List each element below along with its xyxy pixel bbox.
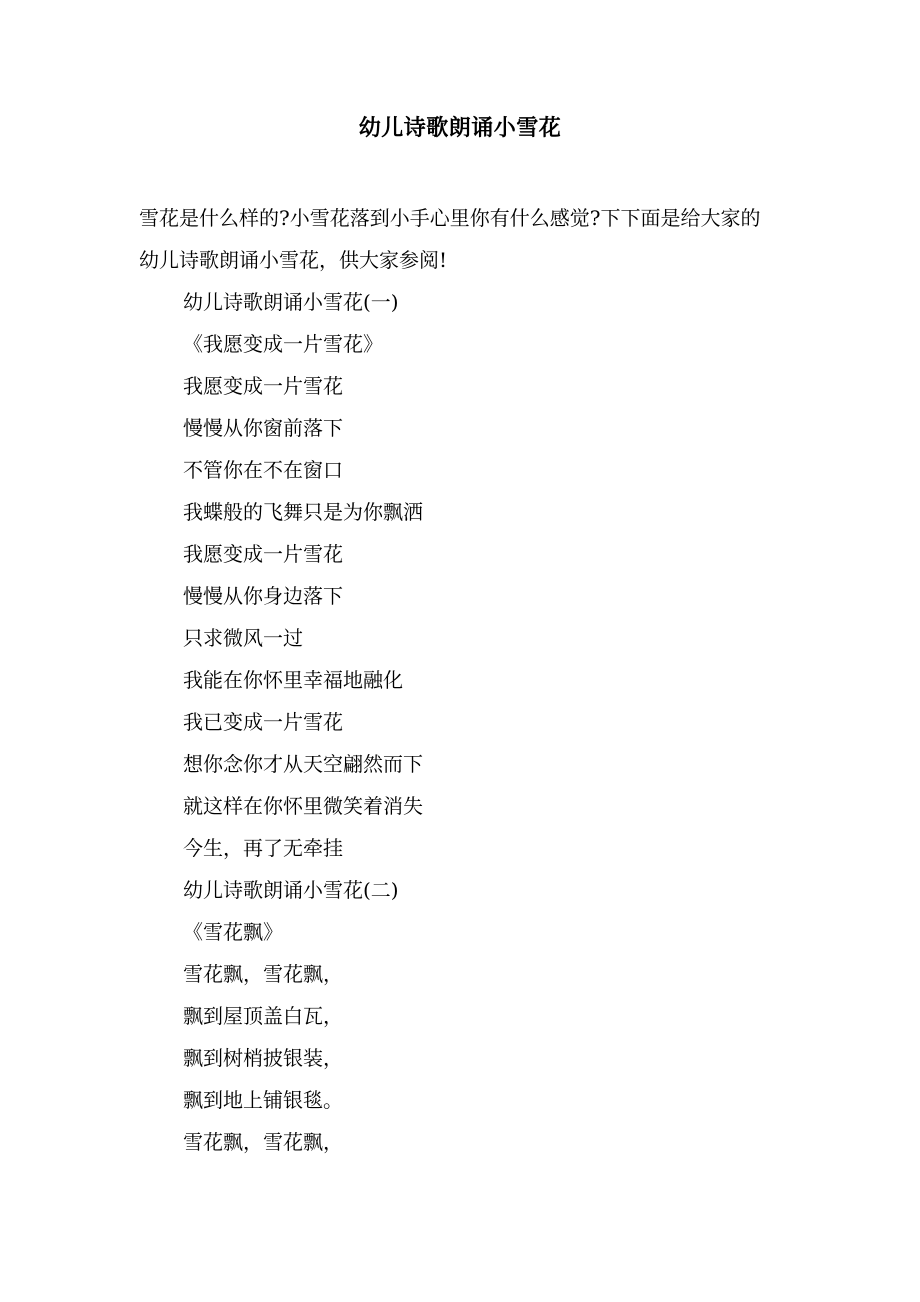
poem-line: 雪花飘，雪花飘，	[183, 962, 343, 986]
poem-line: 就这样在你怀里微笑着消失	[183, 794, 423, 818]
poem-line: 《我愿变成一片雪花》	[183, 332, 383, 356]
poem-line: 想你念你才从天空翩然而下	[183, 752, 423, 776]
intro-paragraph: 雪花是什么样的?小雪花落到小手心里你有什么感觉?下下面是给大家的幼儿诗歌朗诵小雪花，供大家参阅!	[139, 206, 761, 272]
poem-line: 《雪花飘》	[183, 920, 283, 944]
poem-line: 飘到地上铺银毯。	[183, 1088, 343, 1112]
document-title: 幼儿诗歌朗诵小雪花	[358, 115, 562, 141]
poem-line: 慢慢从你身边落下	[183, 584, 343, 608]
poem-lines	[183, 281, 783, 1163]
poem-line: 只求微风一过	[183, 626, 303, 650]
poem-line: 慢慢从你窗前落下	[183, 416, 343, 440]
poem-line: 不管你在不在窗口	[183, 458, 343, 482]
poem-line: 我已变成一片雪花	[183, 710, 343, 734]
poem-line: 我能在你怀里幸福地融化	[183, 668, 403, 692]
poem-line: 我蝶般的飞舞只是为你飘洒	[183, 500, 423, 524]
poem-line: 今生，再了无牵挂	[183, 836, 343, 860]
poem-line: 我愿变成一片雪花	[183, 542, 343, 566]
poem-line: 飘到屋顶盖白瓦，	[183, 1004, 343, 1028]
poem-line: 雪花飘，雪花飘，	[183, 1130, 343, 1154]
poem-line: 幼儿诗歌朗诵小雪花(一)	[183, 290, 399, 314]
poem-line: 飘到树梢披银装，	[183, 1046, 343, 1070]
poem-line: 幼儿诗歌朗诵小雪花(二)	[183, 878, 399, 902]
poem-line: 我愿变成一片雪花	[183, 374, 343, 398]
